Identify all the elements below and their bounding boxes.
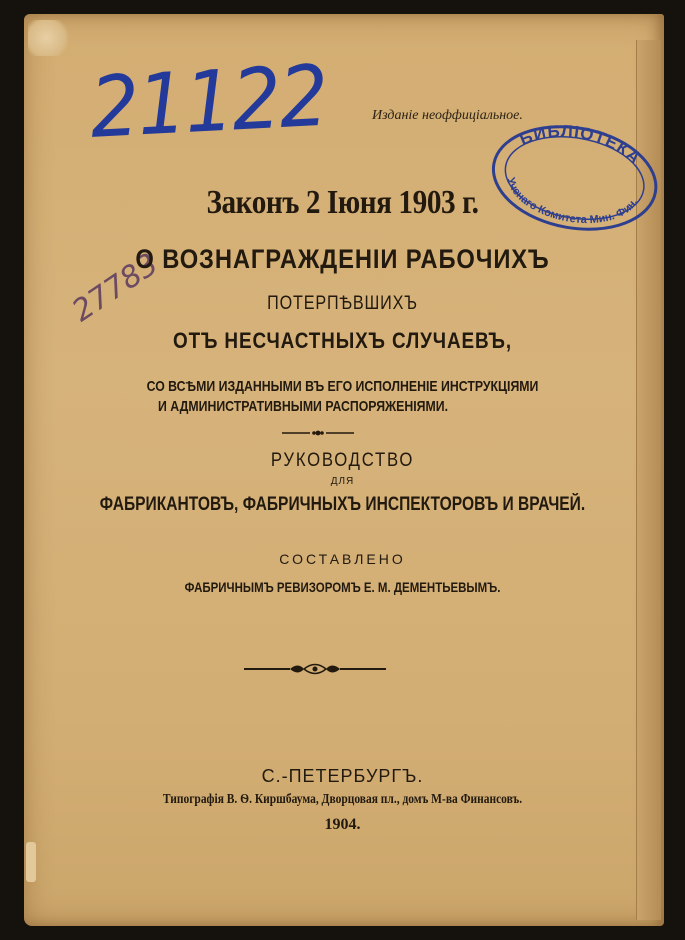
title-line-2: О ВОЗНАГРАЖДЕНІИ РАБОЧИХЪ bbox=[135, 244, 550, 274]
guide-for: ДЛЯ bbox=[330, 476, 355, 487]
ornament-divider-large bbox=[242, 660, 388, 678]
title-line-4: ОТЪ НЕСЧАСТНЫХЪ СЛУЧАЕВЪ, bbox=[173, 328, 512, 353]
guide-label: РУКОВОДСТВО bbox=[270, 450, 415, 471]
edition-note: Изданіе неоффиціальное. bbox=[372, 108, 523, 123]
author-line: ФАБРИЧНЫМЪ РЕВИЗОРОМЪ Е. М. ДЕМЕНТЬЕВЫМЪ. bbox=[184, 579, 501, 595]
title-line-3: ПОТЕРПѢВШИХЪ bbox=[267, 293, 418, 314]
imprint-year: 1904. bbox=[324, 816, 361, 833]
guide-audience: ФАБРИКАНТОВЪ, ФАБРИЧНЫХЪ ИНСПЕКТОРОВЪ И ВРАЧЕЙ. bbox=[99, 494, 586, 515]
subtitle-line-2: И АДМИНИСТРАТИВНЫМИ РАСПОРЯЖЕНІЯМИ. bbox=[158, 398, 449, 415]
subtitle-line-1: СО ВСѢМИ ИЗДАННЫМИ ВЪ ЕГО ИСПОЛНЕНІЕ ИНСТРУКЦІЯМИ bbox=[146, 378, 539, 395]
inventory-number: 21122 bbox=[87, 46, 330, 157]
ornament-divider-small bbox=[280, 428, 356, 438]
stamp-top-text: БИБЛІОТЕКА bbox=[516, 121, 645, 169]
compiled-label: СОСТАВЛЕНО bbox=[279, 551, 406, 567]
imprint-city: С.-ПЕТЕРБУРГЪ. bbox=[261, 766, 424, 786]
paper-tear-bottom bbox=[26, 842, 36, 882]
paper-tear bbox=[28, 20, 74, 56]
title-line-1: Законъ 2 Іюня 1903 г. bbox=[206, 184, 479, 221]
handwritten-mark: 27783 bbox=[66, 246, 165, 330]
imprint-printer: Типографія В. Ѳ. Киршбаума, Дворцовая пл., домъ М-ва Финансовъ. bbox=[162, 792, 523, 807]
stamp-bottom-text: Ученаго Комитета Мин. Фин. bbox=[504, 176, 641, 227]
